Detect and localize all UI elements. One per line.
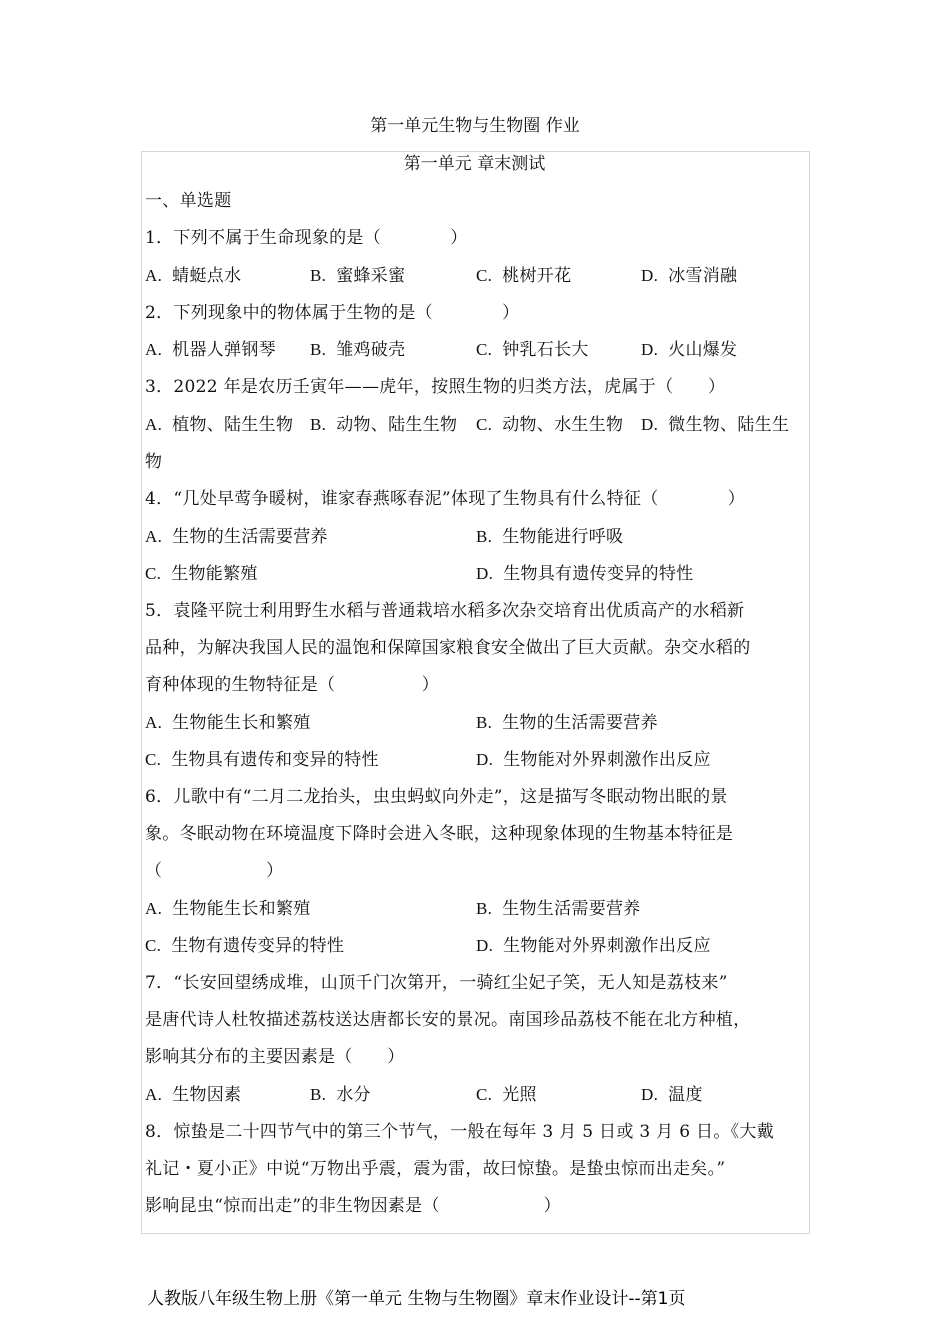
q4-option-b: B. 生物能进行呼吸 xyxy=(476,527,624,547)
question-7-stem-line-3: 影响其分布的主要因素是（ ） xyxy=(145,1047,405,1067)
question-5-stem-line-2: 品种，为解决我国人民的温饱和保障国家粮食安全做出了巨大贡献。杂交水稻的 xyxy=(145,638,751,658)
page-footer: 人教版八年级生物上册《第一单元 生物与生物圈》章末作业设计--第1页 xyxy=(147,1289,686,1309)
q6-option-c: C. 生物有遗传变异的特性 xyxy=(145,936,345,956)
q3-option-c: C. 动物、水生生物 xyxy=(476,415,624,435)
q3-option-d: D. 微生物、陆生生 xyxy=(641,415,790,435)
q1-option-a: A. 蜻蜓点水 xyxy=(145,266,242,286)
question-1-stem: 1．下列不属于生命现象的是（ ） xyxy=(145,228,468,248)
q4-option-c: C. 生物能繁殖 xyxy=(145,564,258,584)
q5-option-c: C. 生物具有遗传和变异的特性 xyxy=(145,750,379,770)
q4-option-a: A. 生物的生活需要营养 xyxy=(145,527,328,547)
question-2-stem: 2．下列现象中的物体属于生物的是（ ） xyxy=(145,303,520,323)
section-heading: 一、单选题 xyxy=(145,191,232,211)
q7-option-b: B. 水分 xyxy=(310,1085,371,1105)
q2-option-b: B. 雏鸡破壳 xyxy=(310,340,406,360)
question-5-stem-line-1: 5．袁隆平院士利用野生水稻与普通栽培水稻多次杂交培育出优质高产的水稻新 xyxy=(145,601,745,621)
question-8-stem-line-3: 影响昆虫“惊而出走”的非生物因素是（ ） xyxy=(145,1196,561,1216)
document-title: 第一单元生物与生物圈 作业 xyxy=(370,116,580,136)
q7-option-c: C. 光照 xyxy=(476,1085,537,1105)
question-6-stem-line-2: 象。冬眠动物在环境温度下降时会进入冬眠，这种现象体现的生物基本特征是 xyxy=(145,824,734,844)
q7-option-d: D. 温度 xyxy=(641,1085,703,1105)
q6-option-a: A. 生物能生长和繁殖 xyxy=(145,899,311,919)
q2-option-d: D. 火山爆发 xyxy=(641,340,738,360)
q5-option-d: D. 生物能对外界刺激作出反应 xyxy=(476,750,711,770)
q3-option-d-continued: 物 xyxy=(145,452,163,472)
q4-option-d: D. 生物具有遗传变异的特性 xyxy=(476,564,694,584)
q7-option-a: A. 生物因素 xyxy=(145,1085,242,1105)
question-4-stem: 4．“几处早莺争暖树，谁家春燕啄春泥”体现了生物具有什么特征（ ） xyxy=(145,489,745,509)
question-3-stem: 3．2022 年是农历壬寅年——虎年，按照生物的归类方法，虎属于（ ） xyxy=(145,377,726,397)
q3-option-a: A. 植物、陆生生物 xyxy=(145,415,294,435)
question-6-stem-line-3: （ ） xyxy=(145,861,284,881)
q2-option-a: A. 机器人弹钢琴 xyxy=(145,340,276,360)
question-5-stem-line-3: 育种体现的生物特征是（ ） xyxy=(145,675,440,695)
q2-option-c: C. 钟乳石长大 xyxy=(476,340,589,360)
question-8-stem-line-2: 礼记・夏小正》中说“万物出乎震，震为雷，故曰惊蛰。是蛰虫惊而出走矣。” xyxy=(145,1159,726,1179)
q1-option-b: B. 蜜蜂采蜜 xyxy=(310,266,406,286)
q1-option-d: D. 冰雪消融 xyxy=(641,266,738,286)
q1-option-c: C. 桃树开花 xyxy=(476,266,572,286)
q6-option-b: B. 生物生活需要营养 xyxy=(476,899,641,919)
question-6-stem-line-1: 6．儿歌中有“二月二龙抬头，虫虫蚂蚁向外走”，这是描写冬眠动物出眠的景 xyxy=(145,787,728,807)
q3-option-b: B. 动物、陆生生物 xyxy=(310,415,458,435)
q6-option-d: D. 生物能对外界刺激作出反应 xyxy=(476,936,711,956)
unit-title: 第一单元 章末测试 xyxy=(403,154,546,174)
question-7-stem-line-1: 7．“长安回望绣成堆，山顶千门次第开，一骑红尘妃子笑，无人知是荔枝来” xyxy=(145,973,728,993)
question-7-stem-line-2: 是唐代诗人杜牧描述荔枝送达唐都长安的景况。南国珍品荔枝不能在北方种植， xyxy=(145,1010,751,1030)
q5-option-a: A. 生物能生长和繁殖 xyxy=(145,713,311,733)
q5-option-b: B. 生物的生活需要营养 xyxy=(476,713,658,733)
question-8-stem-line-1: 8．惊蛰是二十四节气中的第三个节气，一般在每年 3 月 5 日或 3 月 6 日。《大戴 xyxy=(145,1122,775,1142)
